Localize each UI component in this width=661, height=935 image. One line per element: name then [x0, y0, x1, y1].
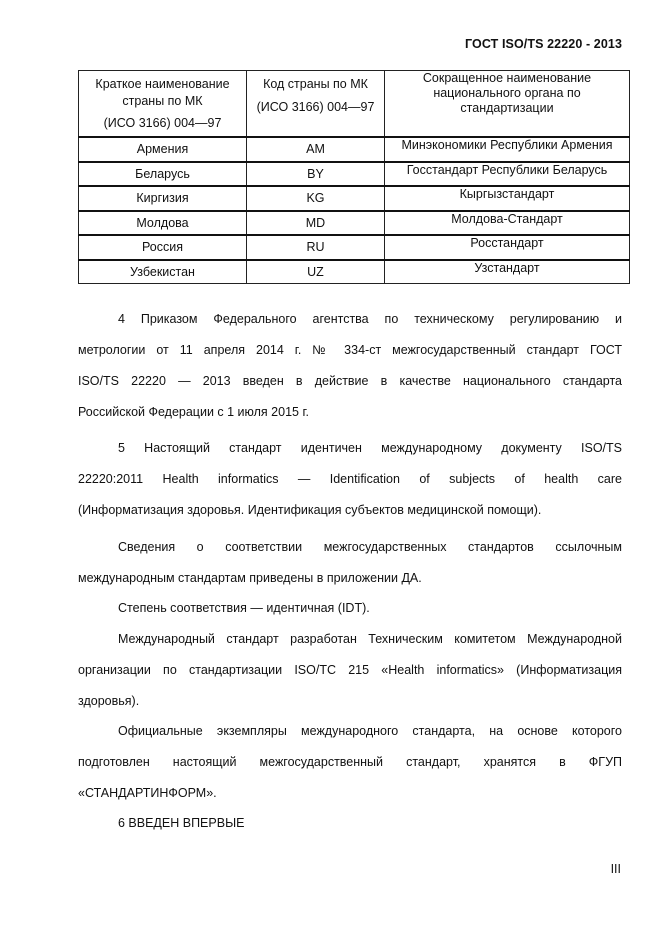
paragraph-degree: Степень соответствия — идентичная (IDT). — [118, 601, 370, 615]
paragraph-4-adoption: 4 Приказом Федерального агентства по техническому регулированию и метрологии от 11 апреля 2014 г. № 334-ст межгосударственный стандарт ГОСТ ISO/TS 22220 — 2013 введен в действие в качестве национального стандарта Российской Федерации с 1 июля 2015 г. — [78, 312, 622, 419]
table-row — [79, 235, 630, 260]
table-row — [79, 186, 630, 211]
table-row — [79, 162, 630, 187]
header-country-code: Код страны по МК (ИСО 3166) 004—97 — [247, 71, 385, 138]
cell-country: Узбекистан — [79, 260, 247, 284]
paragraph-6-introduced: 6 ВВЕДЕН ВПЕРВЫЕ — [118, 816, 245, 830]
table-header-row — [79, 71, 630, 138]
paragraph-official-copies: Официальные экземпляры международного стандарта, на основе которого подготовлен настоящий межгосударственный стандарт, хранятся в ФГУП «СТАНДАРТИНФОРМ». — [78, 724, 622, 800]
cell-country: Россия — [79, 235, 247, 260]
header-country-name: Краткое наименование страны по МК (ИСО 3166) 004—97 — [79, 71, 247, 138]
cell-country: Молдова — [79, 211, 247, 236]
cell-country: Армения — [79, 137, 247, 162]
header-standards-body: Сокращенное наименование национального органа по стандартизации — [385, 71, 630, 138]
cell-code: MD — [247, 211, 385, 236]
table-row — [79, 137, 630, 162]
cell-country: Беларусь — [79, 162, 247, 187]
page-number: III — [610, 862, 621, 876]
table-row — [79, 260, 630, 284]
cell-org: Молдова-Стандарт — [385, 211, 630, 236]
paragraph-technical-committee: Международный стандарт разработан Техническим комитетом Международной организации по стандартизации ISO/TC 215 «Health informatics» (Информатизация здоровья). — [78, 632, 622, 708]
cell-org: Минэкономики Республики Армения — [385, 137, 630, 162]
cell-code: UZ — [247, 260, 385, 284]
cell-code: BY — [247, 162, 385, 187]
table-row — [79, 211, 630, 236]
cell-code: AM — [247, 137, 385, 162]
cell-country: Киргизия — [79, 186, 247, 211]
cell-org: Кыргызстандарт — [385, 186, 630, 211]
paragraph-5-identity: 5 Настоящий стандарт идентичен международному документу ISO/TS 22220:2011 Health informatics — Identification of subjects of health care (Информатизация здоровья. Идентификация субъектов медицинской помощи). — [78, 441, 622, 517]
countries-table — [78, 70, 630, 284]
document-code: ГОСТ ISO/TS 22220 - 2013 — [465, 37, 622, 51]
cell-code: RU — [247, 235, 385, 260]
cell-org: Узстандарт — [385, 260, 630, 284]
cell-code: KG — [247, 186, 385, 211]
paragraph-references-info: Сведения о соответствии межгосударственных стандартов ссылочным международным стандартам приведены в приложении ДА. — [78, 540, 622, 585]
cell-org: Госстандарт Республики Беларусь — [385, 162, 630, 187]
cell-org: Росстандарт — [385, 235, 630, 260]
